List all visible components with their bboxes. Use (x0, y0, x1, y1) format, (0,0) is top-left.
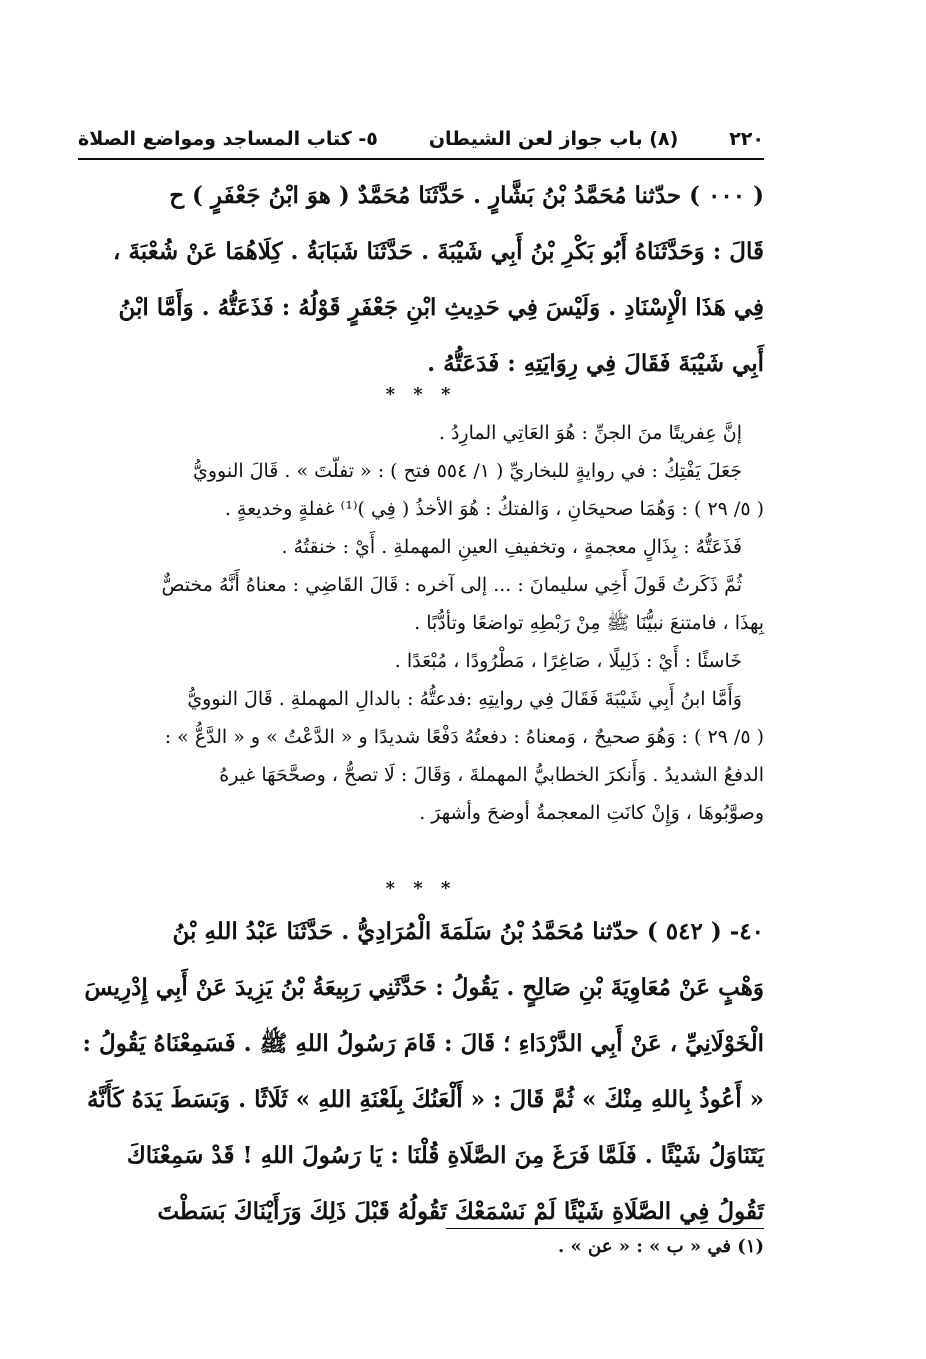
chapter-title: (٨) باب جواز لعن الشيطان (428, 128, 679, 150)
note-line: فَذَعَتُّهُ : بِذَالٍ معجمةٍ ، وتخفيفِ العينِ المهملةِ . أَيْ : خنقتُهُ . (281, 536, 742, 558)
note-line: وَأَمَّا ابنُ أَبِي شَيْبَةَ فَقَالَ فِي روايتِهِ :فدعتُّهُ : بالدالِ المهملةِ . قَالَ النوويُّ (187, 688, 742, 710)
note-line: ( ٥/ ٢٩ ) : وَهُوَ صحيحٌ ، وَمعناهُ : دفعتُهُ دَفْعًا شديدًا و « الدَّعْتُ » و « الدَّعُّ » : (164, 726, 764, 748)
page-number: ٢٢٠ (729, 128, 764, 150)
running-header (78, 124, 764, 154)
section-separator: * * * (385, 384, 457, 405)
note-line: جَعَلَ يَفْتِكُ : في روايةٍ للبخاريِّ ( ١/ ٥٥٤ فتح ) : « تفلّتَ » . قَالَ النوويُّ (192, 460, 742, 482)
hadith-block-2 (78, 904, 764, 1240)
note-line: خَاسئًا : أَيْ : ذَلِيلًا ، صَاغِرًا ، مَطْرُودًا ، مُبْعَدًا . (394, 650, 742, 672)
hadith-2-line: « أَعُوذُ بِاللهِ مِنْكَ » ثُمَّ قَالَ : « أَلْعَنُكَ بِلَعْنَةِ اللهِ » ثَلَاثًا . وَبَسَطَ يَدَهُ كَأَنَّهُ (87, 1086, 764, 1113)
hadith-1-line: ( ٠٠٠ ) حدّثنا مُحَمَّدُ بْنُ بَشَّارٍ . حَدَّثَنَا مُحَمَّدٌ ( هوَ ابْنُ جَعْفَرٍ ) ح (169, 182, 764, 209)
hadith-1-line: فِي هَذَا الْإِسْنَادِ . وَلَيْسَ فِي حَدِيثِ ابْنِ جَعْفَرٍ قَوْلُهُ : فَذَعَتُّهُ . وَأَمَّا ابْنُ (118, 294, 764, 321)
hadith-2-line: ٤٠- ( ٥٤٢ ) حدّثنا مُحَمَّدُ بْنُ سَلَمَةَ الْمُرَادِيُّ . حَدَّثَنَا عَبْدُ اللهِ بْنُ (172, 918, 764, 945)
hadith-2-line: يَتَنَاوَلُ شَيْئًا . فَلَمَّا فَرَغَ مِنَ الصَّلَاةِ قُلْنَا : يَا رَسُولَ اللهِ ! قَدْ سَمِعْنَاكَ (126, 1142, 764, 1169)
note-line: ( ٥/ ٢٩ ) : وَهُمَا صحيحَانِ ، وَالفتكُ : هُوَ الأخذُ ( فِي )⁽¹⁾ غفلةٍ وخديعةٍ . (224, 498, 764, 520)
hadith-2-line: وَهْبٍ عَنْ مُعَاوِيَةَ بْنِ صَالِحٍ . يَقُولُ : حَدَّثَنِي رَبِيعَةُ بْنُ يَزِيدَ عَنْ أَبِي إِدْرِيسَ (84, 974, 764, 1001)
hadith-2-line: الْخَوْلَانِيِّ ، عَنْ أَبِي الدَّرْدَاءِ ؛ قَالَ : قَامَ رَسُولُ اللهِ ﷺ . فَسَمِعْنَاهُ يَقُولُ : (82, 1030, 764, 1057)
footnote: (١) في « ب » : « عن » . (557, 1236, 764, 1257)
note-line: وصوَّبُوهَا ، وَإِنْ كانَتِ المعجمةُ أوضحَ وأشهرَ . (419, 802, 764, 824)
note-line: ثُمَّ ذَكَرتُ قَولَ أَخِي سليمانَ : ... إلى آخره : قَالَ القَاضِي : معناهُ أَنَّهُ مختصٌّ (161, 574, 742, 596)
note-line: إنَّ عِفريتًا منَ الجنِّ : هُوَ العَاتِي المارِدُ . (438, 422, 742, 444)
hadith-1-line: أَبِي شَيْبَةَ فَقَالَ فِي رِوَايَتِهِ : فَدَعَتُّهُ . (427, 350, 764, 377)
hadith-block-1 (78, 168, 764, 392)
header-rule (78, 158, 764, 160)
note-line: الدفعُ الشديدُ . وَأَنكرَ الخطابيُّ المهملةَ ، وَقَالَ : لَا تصحُّ ، وصحَّحَهَا غيرهُ (219, 764, 764, 786)
hadith-1-line: قَالَ : وَحَدَّثَنَاهُ أَبُو بَكْرِ بْنُ أَبِي شَيْبَةَ . حَدَّثَنَا شَبَابَةُ . كِلَاهُمَا عَنْ شُعْبَةَ ، (113, 238, 764, 265)
hadith-2-line: تَقُولُ فِي الصَّلَاةِ شَيْئًا لَمْ نَسْمَعْكَ تَقُولُهُ قَبْلَ ذَلِكَ وَرَأَيْنَاكَ بَسَطْتَ (157, 1198, 764, 1225)
note-line: بِهذَا ، فامتنعَ نبيُّنَا ﷺ مِنْ رَبْطِهِ تواضعًا وتأدُّبًا . (414, 612, 764, 634)
section-separator: * * * (385, 878, 457, 899)
commentary-block (78, 414, 764, 832)
book-title: ٥- كتاب المساجد ومواضع الصلاة (78, 128, 378, 150)
footnote-rule (446, 1228, 764, 1229)
